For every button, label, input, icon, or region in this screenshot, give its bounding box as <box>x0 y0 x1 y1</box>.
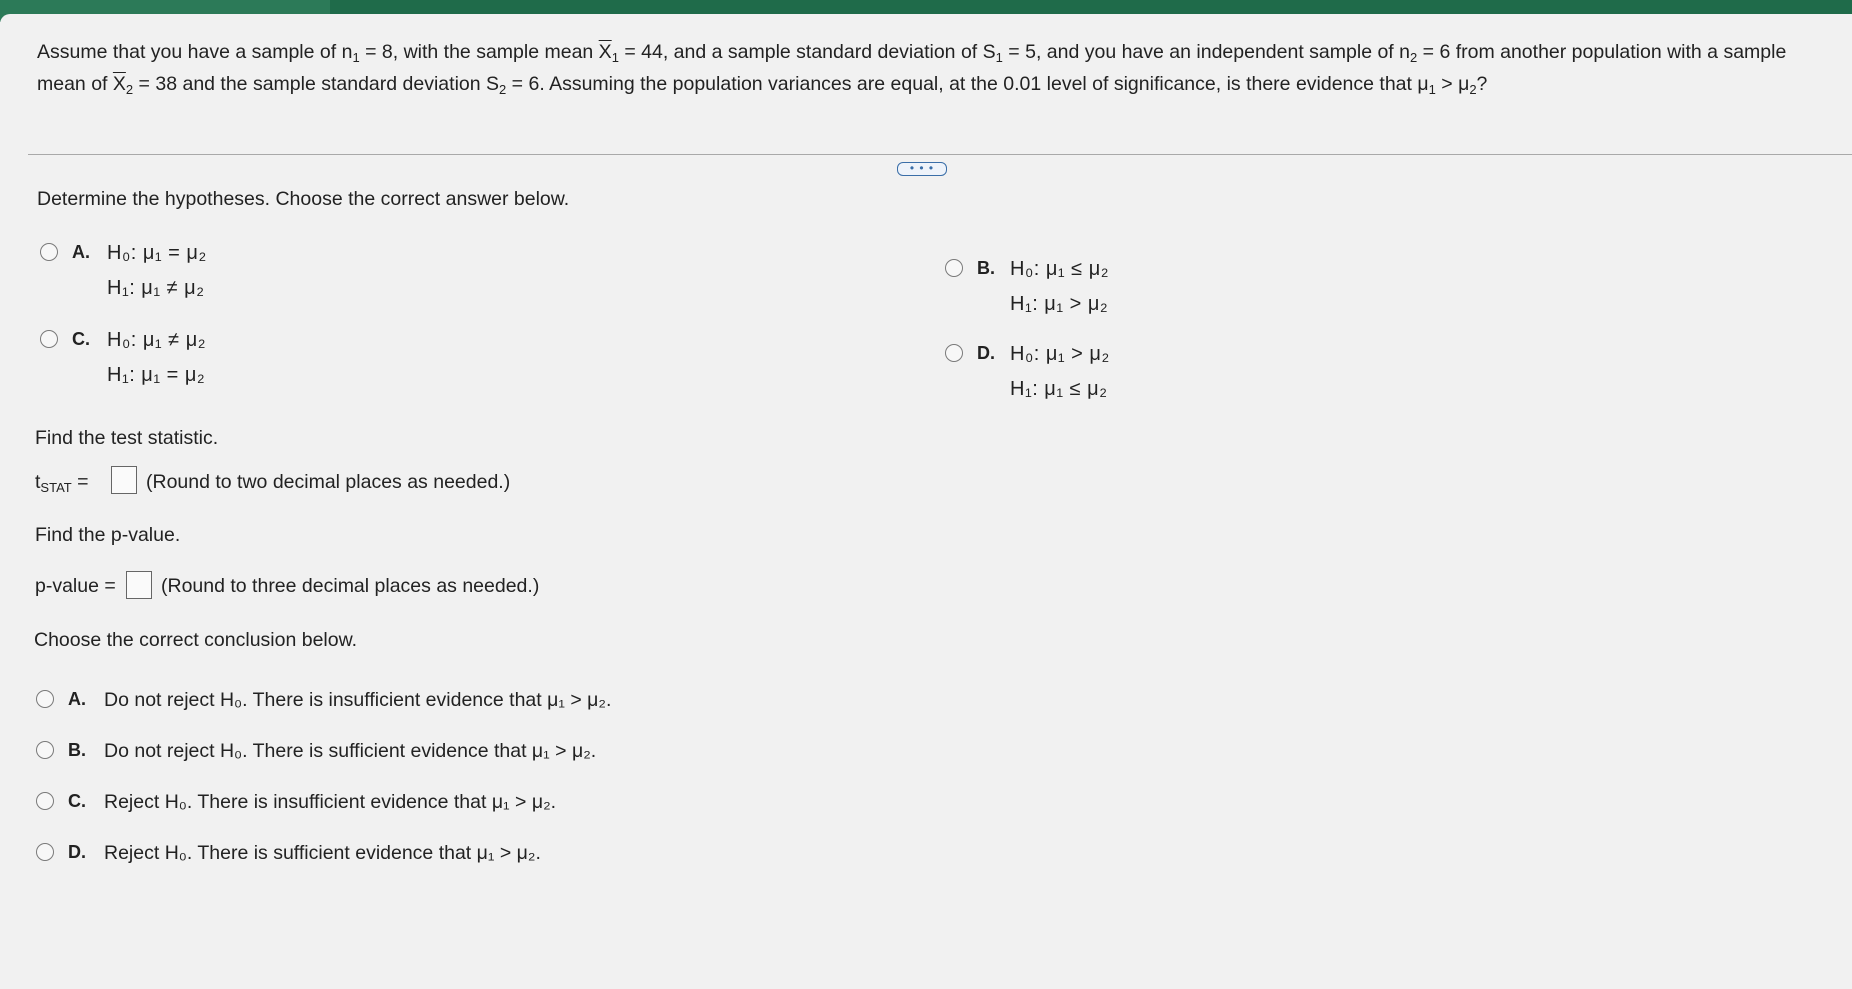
p-value-prompt: Find the p-value. <box>35 524 181 546</box>
conclusion-option-b-text: Do not reject H₀. There is sufficient evidence that μ₁ > μ₂. <box>104 740 597 762</box>
p-value-input[interactable] <box>126 571 152 599</box>
conclusion-option-d-letter: D. <box>68 842 86 862</box>
test-statistic-input[interactable] <box>111 466 137 494</box>
question-text: Assume that you have a sample of $n_1 = 8$, with the sample mean $\overline{X}_1 = 44$, and a sample standard deviation of $S_1 = 5$, and you have an independent sample of $n_2 = 6$ from another population with a sample mean of $\overline{X}_2 = 38$ and the sample standard deviation $S_2 = 6$. Assuming the population variances are equal, at the 0.01 level of significance, is there evidence that $\mu_1 > \mu_2$? <box>37 41 1787 97</box>
section-divider <box>28 154 1852 155</box>
hypothesis-option-d-h0: H₀: μ₁ > μ₂ <box>1010 343 1110 365</box>
hypothesis-option-b-letter: B. <box>977 258 995 278</box>
test-statistic-prompt: Find the test statistic. <box>35 427 219 449</box>
expand-more-button[interactable]: • • • <box>897 162 947 176</box>
hypothesis-option-b-h1: H₁: μ₁ > μ₂ <box>1010 293 1109 315</box>
hypothesis-option-b-h0: H₀: μ₁ ≤ μ₂ <box>1010 258 1110 280</box>
hypothesis-option-a-h1: H₁: μ₁ ≠ μ₂ <box>107 277 205 299</box>
hypothesis-option-c-letter: C. <box>72 329 90 349</box>
conclusion-prompt: Choose the correct conclusion below. <box>34 629 358 651</box>
question-page <box>0 14 1852 989</box>
conclusion-option-b-radio[interactable] <box>36 741 54 759</box>
hypothesis-option-c-h1: H₁: μ₁ = μ₂ <box>107 364 206 386</box>
conclusion-option-c-text: Reject H₀. There is insufficient evidence that μ₁ > μ₂. <box>104 791 557 813</box>
test-statistic-hint: (Round to two decimal places as needed.) <box>146 471 511 493</box>
conclusion-option-a-radio[interactable] <box>36 690 54 708</box>
conclusion-option-a-letter: A. <box>68 689 86 709</box>
hypothesis-option-a-h0: H₀: μ₁ = μ₂ <box>107 242 207 264</box>
hypothesis-option-b-radio[interactable] <box>945 259 963 277</box>
conclusion-option-b-letter: B. <box>68 740 86 760</box>
conclusion-option-a-text: Do not reject H₀. There is insufficient evidence that μ₁ > μ₂. <box>104 689 612 711</box>
hypothesis-option-d-h1: H₁: μ₁ ≤ μ₂ <box>1010 378 1108 400</box>
conclusion-option-d-radio[interactable] <box>36 843 54 861</box>
conclusion-option-c-letter: C. <box>68 791 86 811</box>
p-value-label: p-value = <box>35 575 116 597</box>
hypotheses-prompt: Determine the hypotheses. Choose the correct answer below. <box>37 188 570 210</box>
hypothesis-option-d-letter: D. <box>977 343 995 363</box>
hypothesis-option-a-radio[interactable] <box>40 243 58 261</box>
conclusion-option-d-text: Reject H₀. There is sufficient evidence that μ₁ > μ₂. <box>104 842 541 864</box>
conclusion-option-c-radio[interactable] <box>36 792 54 810</box>
p-value-hint: (Round to three decimal places as needed.) <box>161 575 540 597</box>
hypothesis-option-d-radio[interactable] <box>945 344 963 362</box>
hypothesis-option-a-letter: A. <box>72 242 90 262</box>
hypothesis-option-c-h0: H₀: μ₁ ≠ μ₂ <box>107 329 207 351</box>
hypothesis-option-c-radio[interactable] <box>40 330 58 348</box>
test-statistic-label: $t_{STAT}$ = <box>35 471 89 495</box>
